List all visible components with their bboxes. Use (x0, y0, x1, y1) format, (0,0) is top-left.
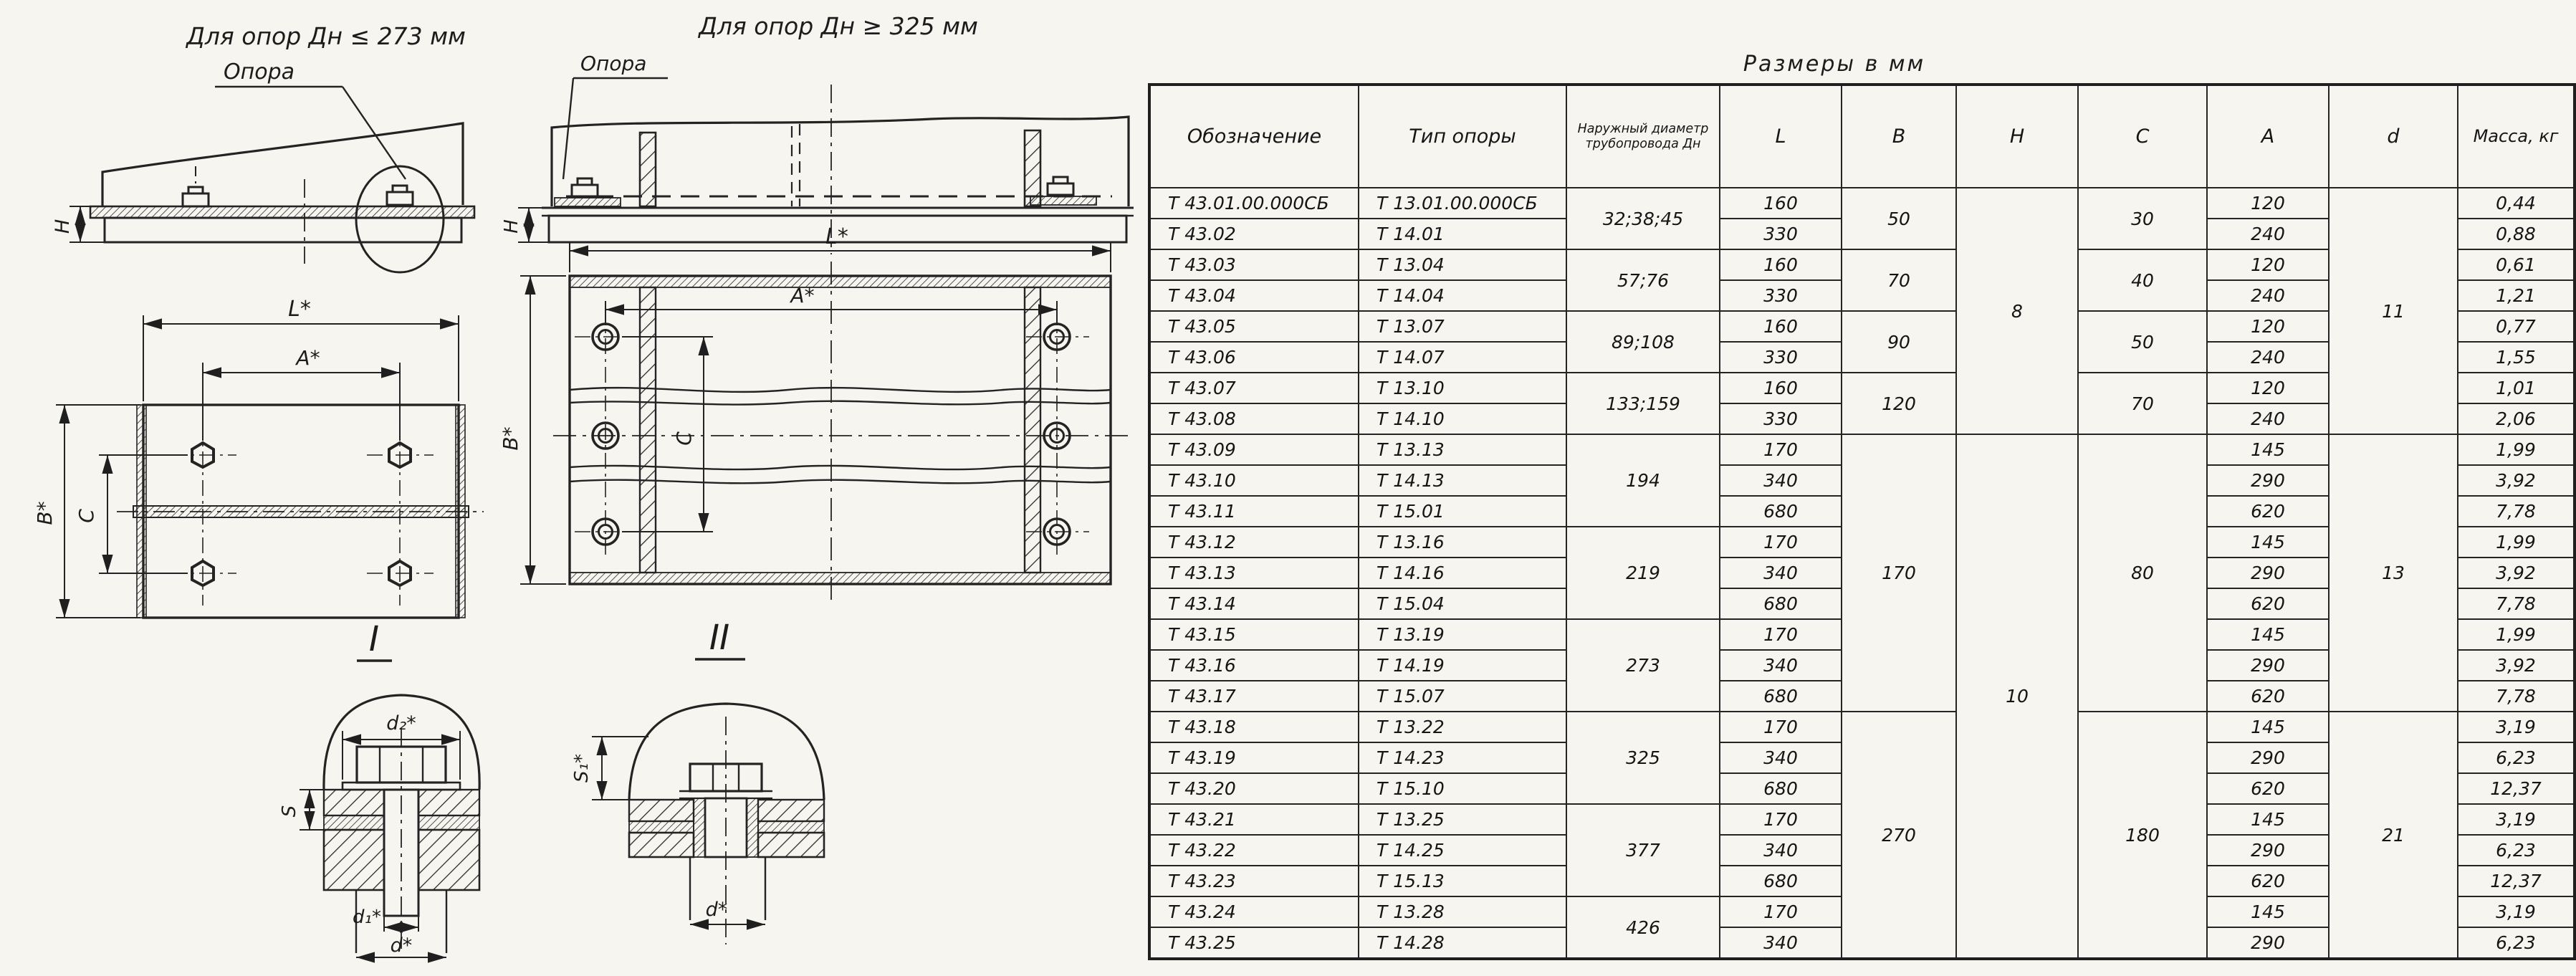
upper-plate-hatched (418, 790, 479, 815)
table-cell: 170 (1720, 619, 1842, 650)
table-cell: 219 (1566, 527, 1720, 619)
table-cell: Т 14.16 (1359, 558, 1566, 588)
table-cell: Т 43.08 (1149, 403, 1359, 434)
table-cell: Т 14.25 (1359, 835, 1566, 866)
rib-hatched (640, 287, 656, 573)
table-cell: 680 (1720, 866, 1842, 896)
bolt-head-icon (387, 186, 413, 205)
table-cell: 145 (2207, 804, 2329, 835)
table-cell: Т 43.19 (1149, 742, 1359, 773)
table-cell: 0,77 (2458, 311, 2575, 342)
dim-label: d₁* (353, 906, 381, 928)
table-cell: 325 (1566, 712, 1720, 804)
table-cell: 57;76 (1566, 249, 1720, 311)
table-cell: 340 (1720, 742, 1842, 773)
drawing-views (0, 0, 1146, 973)
table-title: Размеры в мм (1743, 52, 1926, 77)
lower-plate-hatched (418, 830, 479, 890)
table-cell: 170 (1720, 712, 1842, 742)
table-cell: 290 (2207, 927, 2329, 959)
dim-label: В* (33, 501, 57, 525)
bolt-head-icon (555, 178, 621, 206)
table-cell: 290 (2207, 742, 2329, 773)
table-row (1149, 188, 2575, 219)
table-cell: 120 (1842, 373, 1956, 434)
svg-text:II: II (709, 618, 730, 658)
table-cell: Т 14.01 (1359, 219, 1566, 249)
dim-label: S (279, 805, 300, 818)
table-cell: 70 (1842, 249, 1956, 311)
leader-line (563, 78, 573, 179)
table-cell: 50 (1842, 188, 1956, 249)
table-cell: 3,92 (2458, 465, 2575, 496)
col-header-C: С (2078, 85, 2207, 188)
grout-layer (324, 815, 384, 830)
table-cell: 240 (2207, 280, 2329, 311)
table-cell: Т 43.25 (1149, 927, 1359, 959)
table-cell: 680 (1720, 496, 1842, 527)
rib-hatched (1025, 130, 1040, 206)
table-cell: Т 43.10 (1149, 465, 1359, 496)
table-cell: Т 14.07 (1359, 342, 1566, 373)
edge-strip-hatched (570, 276, 1111, 287)
view-title: Для опор Дн ≤ 273 мм (186, 22, 466, 50)
grout-layer (629, 821, 694, 833)
col-header-L: L (1720, 85, 1842, 188)
lower-plate-hatched (758, 833, 824, 857)
table-cell: 290 (2207, 465, 2329, 496)
section-mark-2 (695, 618, 745, 659)
table-cell: 120 (2207, 188, 2329, 219)
bolt-head-icon (183, 166, 209, 206)
detail-section-1 (279, 695, 479, 957)
table-cell: 145 (2207, 896, 2329, 927)
table-cell: 330 (1720, 280, 1842, 311)
table-cell: 290 (2207, 835, 2329, 866)
table-cell: 290 (2207, 650, 2329, 681)
table-cell: Т 43.18 (1149, 712, 1359, 742)
table-cell: Т 13.01.00.000СБ (1359, 188, 1566, 219)
dim-label: d₂* (386, 712, 416, 735)
col-header-H: Н (1956, 85, 2078, 188)
detail-circle (356, 166, 444, 272)
support-label: Опора (224, 59, 295, 85)
table-cell: 340 (1720, 927, 1842, 959)
table-cell: 340 (1720, 650, 1842, 681)
dimension-S (279, 790, 324, 830)
table-cell: 1,01 (2458, 373, 2575, 403)
table-cell: 620 (2207, 588, 2329, 619)
table-cell: 13 (2329, 434, 2458, 712)
table-cell: Т 14.23 (1359, 742, 1566, 773)
col-header-A: А (2207, 85, 2329, 188)
side-view-large-support (501, 12, 1134, 254)
table-cell: 1,99 (2458, 434, 2575, 465)
table-cell: 30 (2078, 188, 2207, 249)
table-cell: 170 (1720, 434, 1842, 465)
table-cell: Т 43.14 (1149, 588, 1359, 619)
table-cell: 6,23 (2458, 742, 2575, 773)
table-cell: 145 (2207, 434, 2329, 465)
table-cell: Т 15.10 (1359, 773, 1566, 804)
table-cell: 340 (1720, 558, 1842, 588)
table-cell: Т 43.05 (1149, 311, 1359, 342)
table-cell: 40 (2078, 249, 2207, 311)
table-cell: Т 15.04 (1359, 588, 1566, 619)
dimension-B (499, 276, 566, 584)
table-cell: Т 43.02 (1149, 219, 1359, 249)
dim-label: А* (790, 284, 815, 307)
table-cell: 240 (2207, 342, 2329, 373)
table-cell: Т 43.22 (1149, 835, 1359, 866)
section-mark-1 (357, 619, 392, 661)
table-row (1149, 712, 2575, 742)
table-cell: 32;38;45 (1566, 188, 1720, 249)
dim-label: S₁* (571, 754, 593, 783)
table-cell: Т 43.13 (1149, 558, 1359, 588)
upper-plate-hatched (324, 790, 384, 815)
grout-layer (418, 815, 479, 830)
table-cell: 170 (1720, 804, 1842, 835)
table-cell: Т 14.28 (1359, 927, 1566, 959)
table-cell: 6,23 (2458, 927, 2575, 959)
table-cell: 50 (2078, 311, 2207, 373)
table-cell: 3,92 (2458, 650, 2575, 681)
dimension-A (203, 346, 400, 441)
table-cell: 377 (1566, 804, 1720, 896)
edge-strip-hatched (570, 573, 1111, 584)
table-cell: Т 14.13 (1359, 465, 1566, 496)
table-cell: 7,78 (2458, 588, 2575, 619)
table-cell: 3,19 (2458, 896, 2575, 927)
table-cell: 170 (1720, 527, 1842, 558)
table-row (1149, 434, 2575, 465)
dimension-d (690, 899, 765, 924)
table-cell: Т 43.12 (1149, 527, 1359, 558)
table-cell: Т 14.19 (1359, 650, 1566, 681)
table-cell: 3,19 (2458, 804, 2575, 835)
table-cell: Т 43.09 (1149, 434, 1359, 465)
table-cell: Т 43.21 (1149, 804, 1359, 835)
col-header-support-type: Тип опоры (1359, 85, 1566, 188)
table-cell: 680 (1720, 773, 1842, 804)
table-cell: 240 (2207, 219, 2329, 249)
table-cell: 10 (1956, 434, 2078, 959)
table-cell: 426 (1566, 896, 1720, 959)
table-cell: 2,06 (2458, 403, 2575, 434)
col-header-d: d (2329, 85, 2458, 188)
col-header-designation: Обозначение (1149, 85, 1359, 188)
sleeve-hatched (694, 798, 705, 857)
table-cell: 1,99 (2458, 619, 2575, 650)
table-cell: 330 (1720, 342, 1842, 373)
table-cell: 70 (2078, 373, 2207, 434)
dim-label: Н (52, 219, 74, 234)
table-cell: Т 13.19 (1359, 619, 1566, 650)
table-cell: Т 43.20 (1149, 773, 1359, 804)
dimension-C (622, 337, 713, 532)
table-cell: Т 43.03 (1149, 249, 1359, 280)
table-cell: Т 43.15 (1149, 619, 1359, 650)
table-cell: 8 (1956, 188, 2078, 434)
table-cell: 620 (2207, 773, 2329, 804)
dimension-d1 (353, 906, 418, 932)
engineering-drawing-svg (0, 0, 1146, 973)
plan-view-small-support (33, 297, 484, 661)
table-cell: Т 13.13 (1359, 434, 1566, 465)
grout-layer (758, 821, 824, 833)
table-cell: 160 (1720, 188, 1842, 219)
table-cell: 7,78 (2458, 496, 2575, 527)
view-title: Для опор Дн ≥ 325 мм (699, 12, 978, 40)
table-cell: 80 (2078, 434, 2207, 712)
table-cell: 0,44 (2458, 188, 2575, 219)
table-cell: 1,21 (2458, 280, 2575, 311)
side-view-small-support (52, 22, 474, 272)
table-cell: 680 (1720, 588, 1842, 619)
table-cell: Т 43.04 (1149, 280, 1359, 311)
lower-plate-hatched (629, 833, 694, 857)
table-cell: Т 13.28 (1359, 896, 1566, 927)
table-cell: Т 43.07 (1149, 373, 1359, 403)
table-cell: 89;108 (1566, 311, 1720, 373)
table-cell: 145 (2207, 619, 2329, 650)
plan-view-large-support (499, 224, 1131, 659)
table-cell: 330 (1720, 403, 1842, 434)
dimension-S1 (571, 737, 648, 800)
dim-label: А* (296, 346, 320, 370)
base-plate-hatched (90, 206, 474, 218)
rib-hatched (1025, 287, 1040, 573)
table-cell: 680 (1720, 681, 1842, 712)
table-cell: 340 (1720, 835, 1842, 866)
col-header-pipe-diameter: Наружный диаметр трубопровода Дн (1566, 85, 1720, 188)
table-cell: 1,99 (2458, 527, 2575, 558)
table-cell: 1,55 (2458, 342, 2575, 373)
table-cell: 270 (1842, 712, 1956, 959)
table-cell: Т 43.16 (1149, 650, 1359, 681)
table-cell: Т 43.23 (1149, 866, 1359, 896)
table-cell: 120 (2207, 373, 2329, 403)
table-cell: 12,37 (2458, 773, 2575, 804)
table-cell: 620 (2207, 496, 2329, 527)
table-cell: Т 43.17 (1149, 681, 1359, 712)
col-header-B: В (1842, 85, 1956, 188)
table-cell: Т 43.01.00.000СБ (1149, 188, 1359, 219)
support-body-outline (102, 123, 463, 206)
table-cell: 90 (1842, 311, 1956, 373)
svg-text:I: I (368, 619, 380, 659)
dim-label: С (75, 509, 98, 523)
table-cell: Т 13.25 (1359, 804, 1566, 835)
detail-section-2 (571, 704, 824, 944)
dimension-d (356, 934, 446, 957)
dimensions-table (1148, 83, 2576, 960)
dim-label: В* (499, 426, 522, 451)
table-cell: 170 (1842, 434, 1956, 712)
table-cell: 340 (1720, 465, 1842, 496)
table-cell: 7,78 (2458, 681, 2575, 712)
table-cell: Т 43.06 (1149, 342, 1359, 373)
table-cell: 3,19 (2458, 712, 2575, 742)
support-body-outline (552, 117, 1129, 206)
dim-label: L* (825, 224, 848, 249)
table-cell: Т 15.01 (1359, 496, 1566, 527)
lower-plate-hatched (324, 830, 384, 890)
table-cell: Т 13.07 (1359, 311, 1566, 342)
table-cell: 194 (1566, 434, 1720, 527)
table-header-row (1149, 85, 2575, 188)
dim-label: L* (288, 297, 311, 322)
table-cell: 240 (2207, 403, 2329, 434)
table-cell: Т 15.07 (1359, 681, 1566, 712)
table-cell: 180 (2078, 712, 2207, 959)
table-cell: 620 (2207, 866, 2329, 896)
dim-label: d* (390, 934, 413, 957)
table-cell: 133;159 (1566, 373, 1720, 434)
table-cell: Т 13.16 (1359, 527, 1566, 558)
table-cell: 0,61 (2458, 249, 2575, 280)
table-cell: Т 43.24 (1149, 896, 1359, 927)
table-cell: 6,23 (2458, 835, 2575, 866)
dome-outline (629, 704, 824, 800)
table-cell: 3,92 (2458, 558, 2575, 588)
dimension-L (570, 224, 1111, 272)
table-cell: Т 13.22 (1359, 712, 1566, 742)
table-cell: 290 (2207, 558, 2329, 588)
table-cell: 160 (1720, 249, 1842, 280)
table-cell: Т 13.04 (1359, 249, 1566, 280)
dim-label: С (672, 431, 696, 446)
dimension-H (501, 208, 549, 242)
table-cell: Т 14.04 (1359, 280, 1566, 311)
table-cell: Т 15.13 (1359, 866, 1566, 896)
upper-plate-hatched (758, 800, 824, 821)
support-label: Опора (580, 52, 647, 75)
table-cell: 160 (1720, 373, 1842, 403)
table-cell: Т 43.11 (1149, 496, 1359, 527)
table-cell: 120 (2207, 249, 2329, 280)
table-cell: 330 (1720, 219, 1842, 249)
table-cell: 11 (2329, 188, 2458, 434)
dim-label: d* (705, 899, 728, 921)
table-cell: 120 (2207, 311, 2329, 342)
dim-label: Н (501, 219, 522, 234)
table-cell: Т 14.10 (1359, 403, 1566, 434)
upper-plate-hatched (629, 800, 694, 821)
table-cell: 170 (1720, 896, 1842, 927)
col-header-mass: Масса, кг (2458, 85, 2575, 188)
table-cell: 145 (2207, 527, 2329, 558)
table-cell: Т 13.10 (1359, 373, 1566, 403)
table-cell: 21 (2329, 712, 2458, 959)
sleeve-hatched (747, 798, 758, 857)
table-cell: 273 (1566, 619, 1720, 712)
table-cell: 620 (2207, 681, 2329, 712)
lower-plate (105, 218, 461, 242)
table-cell: 145 (2207, 712, 2329, 742)
table-cell: 160 (1720, 311, 1842, 342)
table-cell: 0,88 (2458, 219, 2575, 249)
table-cell: 12,37 (2458, 866, 2575, 896)
